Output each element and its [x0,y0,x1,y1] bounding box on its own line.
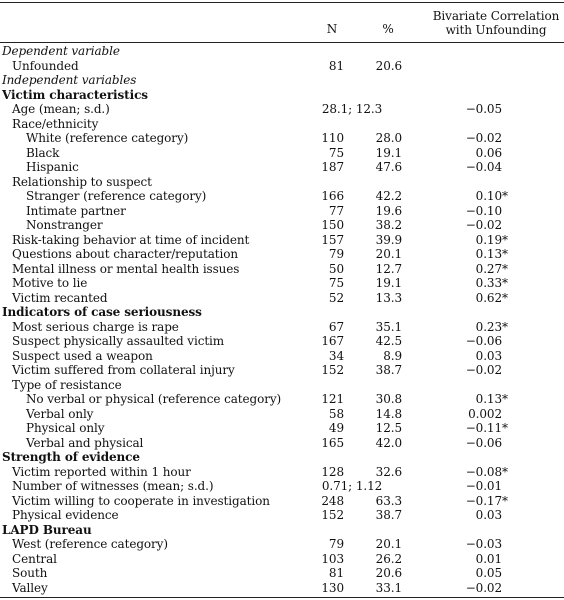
row-label: No verbal or physical (reference category) [26,392,282,406]
row-label: Number of witnesses (mean; s.d.) [12,479,214,493]
row-label: Stranger (reference category) [26,189,207,203]
cell-n: 103 [321,551,344,566]
row-label: Intimate partner [26,203,126,218]
table-row [0,537,564,552]
section-header-row [0,523,564,538]
cell-percent: 42.0 [375,435,402,450]
row-label: Strength of evidence [2,450,140,464]
table-row [0,581,564,596]
cell-percent: 19.1 [375,276,402,290]
table-row [0,189,564,204]
cell-correlation: −0.06 [465,334,502,348]
cell-percent: 20.1 [375,537,402,551]
cell-percent: 42.5 [375,334,402,348]
cell-correlation: 0.002 [468,406,502,421]
cell-percent: 8.9 [383,348,402,363]
cell-percent: 13.3 [375,290,402,305]
cell-n: 67 [328,319,344,334]
cell-percent: 12.5 [375,421,402,435]
cell-percent: 26.2 [375,551,402,566]
cell-correlation: 0.13 [475,247,502,261]
cell-correlation: −0.11 [465,421,502,435]
cell-n: 121 [321,392,344,406]
table-row [0,276,564,291]
table-row [0,59,564,74]
table-row [0,363,564,378]
table-row [0,436,564,451]
table-row [0,262,564,277]
cell-percent: 38.2 [375,218,402,232]
row-label: Age (mean; s.d.) [12,102,110,116]
cell-percent: 19.1 [375,145,402,160]
table-row [0,465,564,480]
cell-percent: 20.6 [375,58,402,73]
row-label: Victim characteristics [2,87,148,102]
row-label: Hispanic [26,160,79,174]
cell-n: 75 [328,145,344,160]
cell-n: 166 [321,189,344,203]
cell-n: 167 [321,334,344,348]
cell-correlation: 0.06 [475,145,502,160]
significance-marker: * [502,247,508,261]
row-label: Risk-taking behavior at time of incident [12,232,250,247]
cell-n: 79 [328,537,344,551]
cell-n: 81 [328,566,344,580]
cell-correlation: 0.19 [475,232,502,247]
row-label: Dependent variable [2,44,120,58]
table-row [0,146,564,161]
section-header-row [0,450,564,465]
cell-percent: 33.1 [375,580,402,595]
cell-correlation: −0.03 [465,537,502,551]
cell-n: 152 [321,508,344,522]
table-row [0,334,564,349]
table-row [0,131,564,146]
cell-percent: 35.1 [375,319,402,334]
table-row [0,392,564,407]
cell-correlation: −0.01 [465,479,502,493]
significance-marker: * [502,261,508,276]
cell-percent: 20.1 [375,247,402,261]
cell-correlation: 0.62 [475,290,502,305]
significance-marker: * [502,421,508,435]
significance-marker: * [502,290,508,305]
cell-correlation: 0.27 [475,261,502,276]
row-label: Suspect physically assaulted victim [12,334,225,348]
group-header-row [0,44,564,59]
cell-correlation: −0.05 [465,102,502,116]
cell-n: 34 [328,348,344,363]
cell-n: 152 [321,363,344,377]
cell-correlation: −0.02 [465,363,502,377]
cell-n: 49 [328,421,344,435]
significance-marker: * [502,276,508,290]
cell-correlation: 0.03 [475,348,502,363]
cell-n: 165 [321,435,344,450]
cell-percent: 39.9 [375,232,402,247]
cell-correlation: 0.01 [475,551,502,566]
table-row [0,102,564,117]
cell-correlation: −0.02 [465,131,502,145]
cell-n: 128 [321,464,344,479]
significance-marker: * [502,392,508,406]
cell-n: 50 [328,261,344,276]
table-row [0,320,564,335]
row-label: LAPD Bureau [2,522,92,537]
cell-correlation: −0.02 [465,580,502,595]
cell-n: 52 [328,290,344,305]
table-row [0,407,564,422]
cell-percent: 47.6 [375,160,402,174]
row-label: Central [12,551,57,566]
table-row [0,160,564,175]
table-row [0,378,564,393]
cell-correlation: 0.03 [475,508,502,522]
section-header-row [0,88,564,103]
cell-n: 79 [328,247,344,261]
table-row [0,247,564,262]
table-row [0,175,564,190]
table-row [0,233,564,248]
table-row [0,218,564,233]
cell-percent: 12.7 [375,261,402,276]
column-header-n: N [326,22,338,36]
cell-correlation: −0.08 [465,464,502,479]
cell-correlation: 0.10 [475,189,502,203]
significance-marker: * [502,232,508,247]
cell-correlation: 0.23 [475,319,502,334]
row-label: Relationship to suspect [12,174,152,189]
cell-n: 248 [321,493,344,508]
column-header-correlation-line2: with Unfounding [445,23,547,37]
row-label: Black [26,145,60,160]
significance-marker: * [502,319,508,334]
cell-percent: 19.6 [375,203,402,218]
table-row [0,494,564,509]
cell-mean-sd: 0.71; 1.12 [321,479,383,493]
table-row [0,349,564,364]
table-top-rule [0,2,564,3]
section-header-row [0,305,564,320]
cell-n: 77 [328,203,344,218]
column-header-correlation [428,9,564,37]
cell-n: 130 [321,580,344,595]
cell-percent: 38.7 [375,363,402,377]
row-label: Valley [12,580,48,595]
row-label: Verbal only [26,406,94,421]
row-label: Victim reported within 1 hour [12,464,191,479]
row-label: Unfounded [12,58,79,73]
row-label: Nonstranger [26,218,103,232]
row-label: Mental illness or mental health issues [12,261,240,276]
table-bottom-rule [0,597,564,598]
row-label: White (reference category) [26,131,189,145]
table-row [0,479,564,494]
cell-percent: 32.6 [375,464,402,479]
table-row [0,421,564,436]
row-label: South [12,566,48,580]
table-row [0,117,564,132]
row-label: Victim suffered from collateral injury [12,363,235,377]
table-body [0,44,564,595]
cell-correlation: −0.10 [465,203,502,218]
table-row [0,204,564,219]
row-label: Race/ethnicity [12,116,99,131]
row-label: Physical only [26,421,105,435]
cell-percent: 38.7 [375,508,402,522]
cell-correlation: 0.33 [475,276,502,290]
cell-correlation: −0.17 [465,493,502,508]
table-row [0,566,564,581]
cell-n: 187 [321,160,344,174]
cell-correlation: 0.05 [475,566,502,580]
cell-percent: 28.0 [375,131,402,145]
cell-correlation: −0.02 [465,218,502,232]
row-label: Questions about character/reputation [12,247,238,261]
cell-n: 58 [328,406,344,421]
group-header-row [0,73,564,88]
cell-percent: 63.3 [375,493,402,508]
significance-marker: * [502,189,508,203]
table-header-rule [0,42,564,43]
cell-percent: 14.8 [375,406,402,421]
row-label: Independent variables [2,73,137,87]
row-label: Victim recanted [12,290,108,305]
cell-correlation: −0.06 [465,435,502,450]
row-label: Type of resistance [12,377,122,392]
cell-percent: 30.8 [375,392,402,406]
row-label: Verbal and physical [26,435,144,450]
row-label: Motive to lie [12,276,88,290]
row-label: West (reference category) [12,537,168,551]
row-label: Most serious charge is rape [12,319,179,334]
column-header-percent: % [382,22,394,36]
cell-n: 81 [328,58,344,73]
cell-n: 75 [328,276,344,290]
row-label: Victim willing to cooperate in investigation [12,493,270,508]
table-row [0,291,564,306]
cell-n: 150 [321,218,344,232]
significance-marker: * [502,493,508,508]
cell-n: 110 [321,131,344,145]
row-label: Suspect used a weapon [12,348,153,363]
cell-percent: 20.6 [375,566,402,580]
cell-percent: 42.2 [375,189,402,203]
table-row [0,508,564,523]
cell-correlation: −0.04 [465,160,502,174]
table-row [0,552,564,567]
row-label: Indicators of case seriousness [2,305,202,319]
cell-n: 157 [321,232,344,247]
row-label: Physical evidence [12,508,119,522]
cell-correlation: 0.13 [475,392,502,406]
column-header-correlation-line1: Bivariate Correlation [432,9,560,23]
significance-marker: * [502,464,508,479]
cell-mean-sd: 28.1; 12.3 [321,102,383,116]
